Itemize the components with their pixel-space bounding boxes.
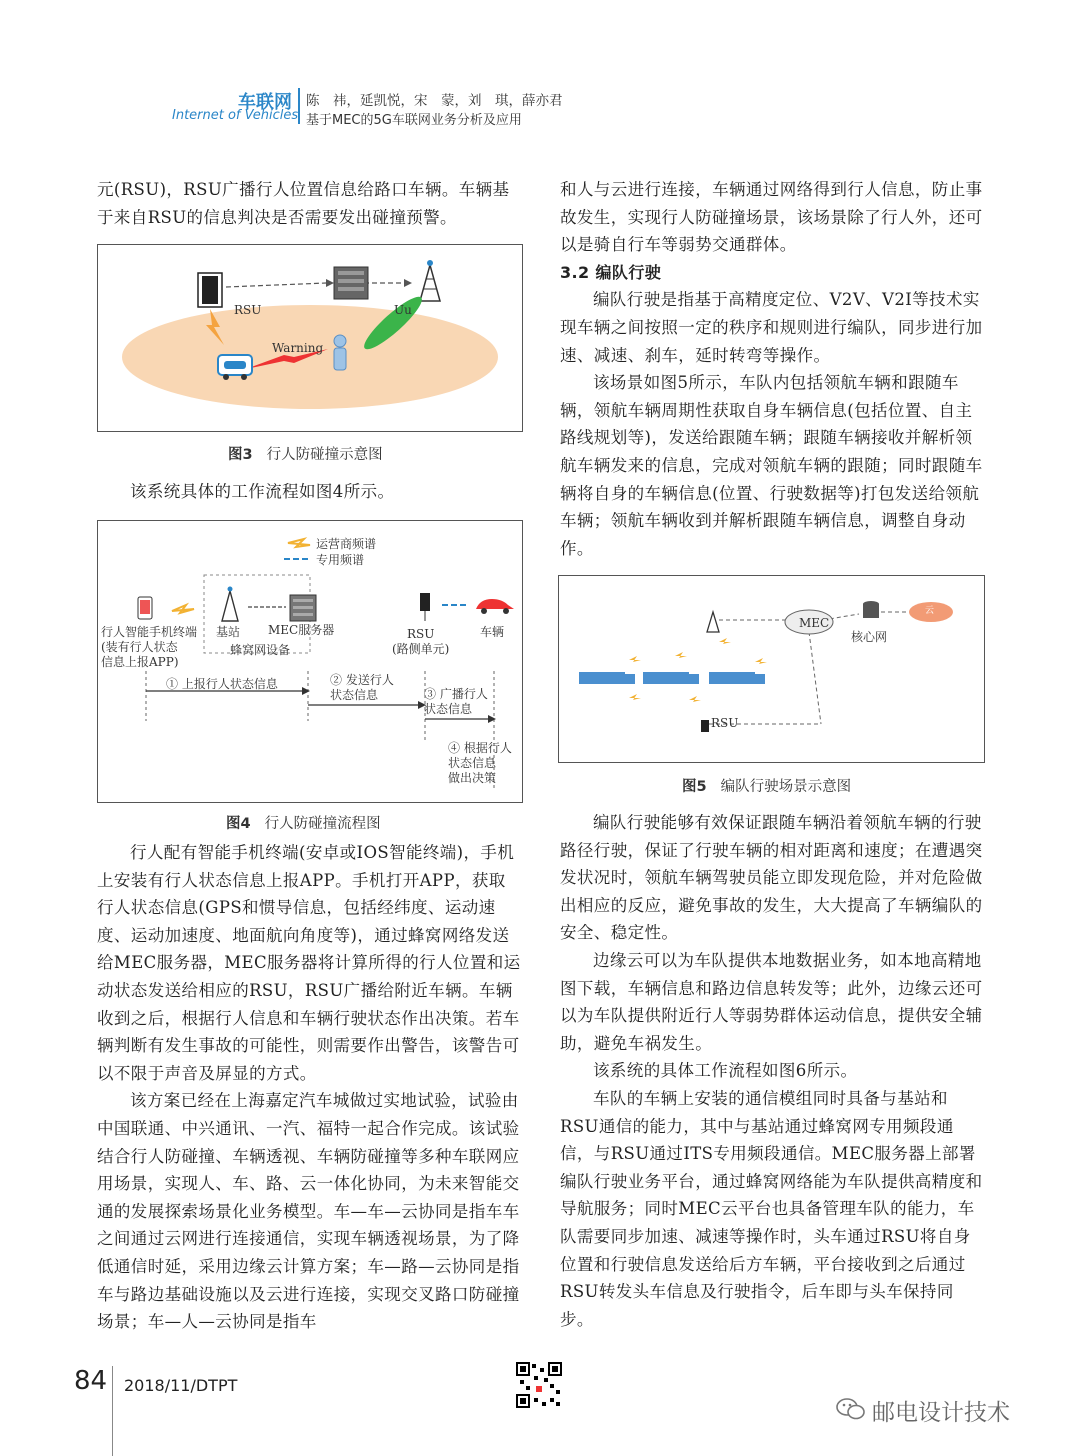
vehicle-label: 车辆 — [480, 625, 505, 639]
mec-server-label: MEC服务器 — [268, 623, 335, 637]
journal-name: 车联网 — [238, 92, 292, 113]
paragraph: 行人配有智能手机终端(安卓或IOS智能终端)，手机上安装有行人状态信息上报APP。手机打开APP，获取行人状态信息(GPS和惯导信息，包括经纬度、运动速度、运动加速度、地面航向角度等)，通过蜂窝网络发送给MEC服务器，MEC服务器将计算所得的行人位置和运动状态发送给相应的RSU，RSU广播给附近车辆。车辆收到之后，根据行人信息和车辆行驶状态作出决策。若车辆判断有发生事故的可能性，则需要作出警告，该警告可以不限于声音及屏显的方式。 — [97, 843, 521, 1083]
step-3-label: ③ 广播行人 状态信息 — [424, 687, 488, 716]
figure-4-title: 行人防碰撞流程图 — [264, 816, 381, 832]
qr-code-icon — [516, 1362, 562, 1408]
paragraph: 和人与云进行连接，车辆通过网络得到行人信息，防止事故发生，实现行人防碰撞场景，该场景除了行人外，还可以是骑自行车等弱势交通群体。 — [560, 180, 983, 255]
rsu-label: RSU (路侧单元) — [392, 627, 450, 656]
warning-label: Warning — [272, 341, 324, 355]
left-column-bottom — [97, 839, 522, 1336]
issue-label: 2018/11/DTPT — [124, 1376, 238, 1395]
rsu-label: RSU — [234, 303, 262, 317]
paragraph: 编队行驶是指基于高精度定位、V2V、V2I等技术实现车辆之间按照一定的秩序和规则进行编队，同步进行加速、减速、刹车，延时转弯等操作。 — [560, 290, 983, 365]
right-column-top — [560, 176, 984, 562]
paragraph: 元(RSU)，RSU广播行人位置信息给路口车辆。车辆基于来自RSU的信息判决是否需要发出碰撞预警。 — [97, 180, 510, 227]
paragraph: 该方案已经在上海嘉定汽车城做过实地试验，试验由中国联通、中兴通讯、一汽、福特一起合作完成。该试验结合行人防碰撞、车辆透视、车辆防碰撞等多种车联网应用场景，实现人、车、路、云一体化协同，为未来智能交通的发展探索场景化业务模型。车—车—云协同是指车车之间通过云网进行连接通信，实现车辆透视场景，为了降低通信时延，采用边缘云计算方案；车—路—云协同是指车与路边基础设施以及云进行连接，实现交叉路口防碰撞场景；车—人—云协同是指车 — [97, 1091, 520, 1332]
step-2-label: ② 发送行人 状态信息 — [330, 673, 394, 702]
header-divider — [298, 88, 300, 124]
section-heading: 3.2 编队行驶 — [560, 262, 662, 282]
core-network-label: 核心网 — [851, 630, 888, 644]
figure-4-caption — [226, 812, 381, 833]
footer-divider — [112, 1366, 113, 1456]
figure-3 — [97, 244, 523, 432]
legend-dedicated-spectrum: 专用频谱 — [316, 553, 365, 567]
figure-5-title: 编队行驶场景示意图 — [720, 779, 852, 795]
mec-label: MEC — [799, 616, 830, 630]
figure-4 — [97, 520, 523, 803]
watermark-text: 邮电设计技术 — [872, 1400, 1010, 1426]
figure-4-number: 图4 — [226, 816, 251, 832]
cellular-equipment-label: 蜂窝网设备 — [230, 643, 291, 657]
paragraph: 编队行驶能够有效保证跟随车辆沿着领航车辆的行驶路径行驶，保证了行驶车辆的相对距离和速度；在遭遇突发状况时，领航车辆驾驶员能立即发现危险，并对危险做出相应的反应，避免事故的发生，大大提高了车辆编队的安全、稳定性。 — [560, 813, 983, 943]
figure-3-caption — [228, 443, 383, 464]
left-column-middle — [97, 478, 522, 506]
article-authors: 陈 祎，延凯悦，宋 蒙，刘 琪，薛亦君 — [306, 93, 563, 109]
left-column-top — [97, 176, 522, 231]
figure-3-illustration — [98, 245, 522, 431]
base-station-label: 基站 — [216, 625, 241, 639]
paragraph: 边缘云可以为车队提供本地数据业务，如本地高精地图下载，车辆信息和路边信息转发等；此外，边缘云还可以为车队提供附近行人等弱势群体运动信息，提供安全辅助，避免车祸发生。 — [560, 950, 983, 1053]
legend-operator-spectrum: 运营商频谱 — [316, 537, 377, 551]
paragraph: 该系统具体的工作流程如图4所示。 — [130, 482, 395, 501]
figure-5-caption — [682, 775, 851, 796]
figure-3-number: 图3 — [228, 447, 253, 463]
uu-label: Uu — [394, 303, 412, 317]
cloud-label: 云 — [925, 606, 935, 616]
journal-name-english: Internet of Vehicles — [172, 108, 299, 123]
phone-label: 行人智能手机终端 (装有行人状态 信息上报APP) — [101, 625, 198, 669]
rsu-label: RSU — [711, 716, 739, 730]
paragraph: 该场景如图5所示，车队内包括领航车辆和跟随车辆，领航车辆周期性获取自身车辆信息(包括位置、自主路线规划等)，发送给跟随车辆；跟随车辆接收并解析领航车辆发来的信息，完成对领航车辆的跟随；同时跟随车辆将自身的车辆信息(位置、行驶数据等)打包发送给领航车辆；领航车辆收到并解析跟随车辆信息，调整自身动作。 — [560, 373, 983, 558]
figure-5-number: 图5 — [682, 779, 707, 795]
figure-3-title: 行人防碰撞示意图 — [266, 447, 383, 463]
wechat-icon — [836, 1396, 866, 1422]
article-title: 基于MEC的5G车联网业务分析及应用 — [306, 113, 522, 128]
step-1-label: ① 上报行人状态信息 — [166, 677, 278, 691]
paragraph: 车队的车辆上安装的通信模组同时具备与基站和RSU通信的能力，其中与基站通过蜂窝网专用频段通信，与RSU通过ITS专用频段通信。MEC服务器上部署编队行驶业务平台，通过蜂窝网络能为车队提供高精度和导航服务；同时MEC云平台也具备管理车队的能力，车队需要同步加速、减速等操作时，头车通过RSU将自身位置和行驶信息发送给后方车辆，平台接收到之后通过RSU转发头车信息及行驶指令，后车即与头车保持同步。 — [560, 1088, 983, 1329]
figure-5-illustration — [559, 576, 984, 762]
figure-5 — [558, 575, 985, 763]
step-4-label: ④ 根据行人 状态信息 做出决策 — [448, 741, 512, 785]
paragraph: 该系统的具体工作流程如图6所示。 — [593, 1061, 858, 1081]
right-column-bottom — [560, 809, 984, 1333]
page-number: 84 — [74, 1366, 108, 1396]
